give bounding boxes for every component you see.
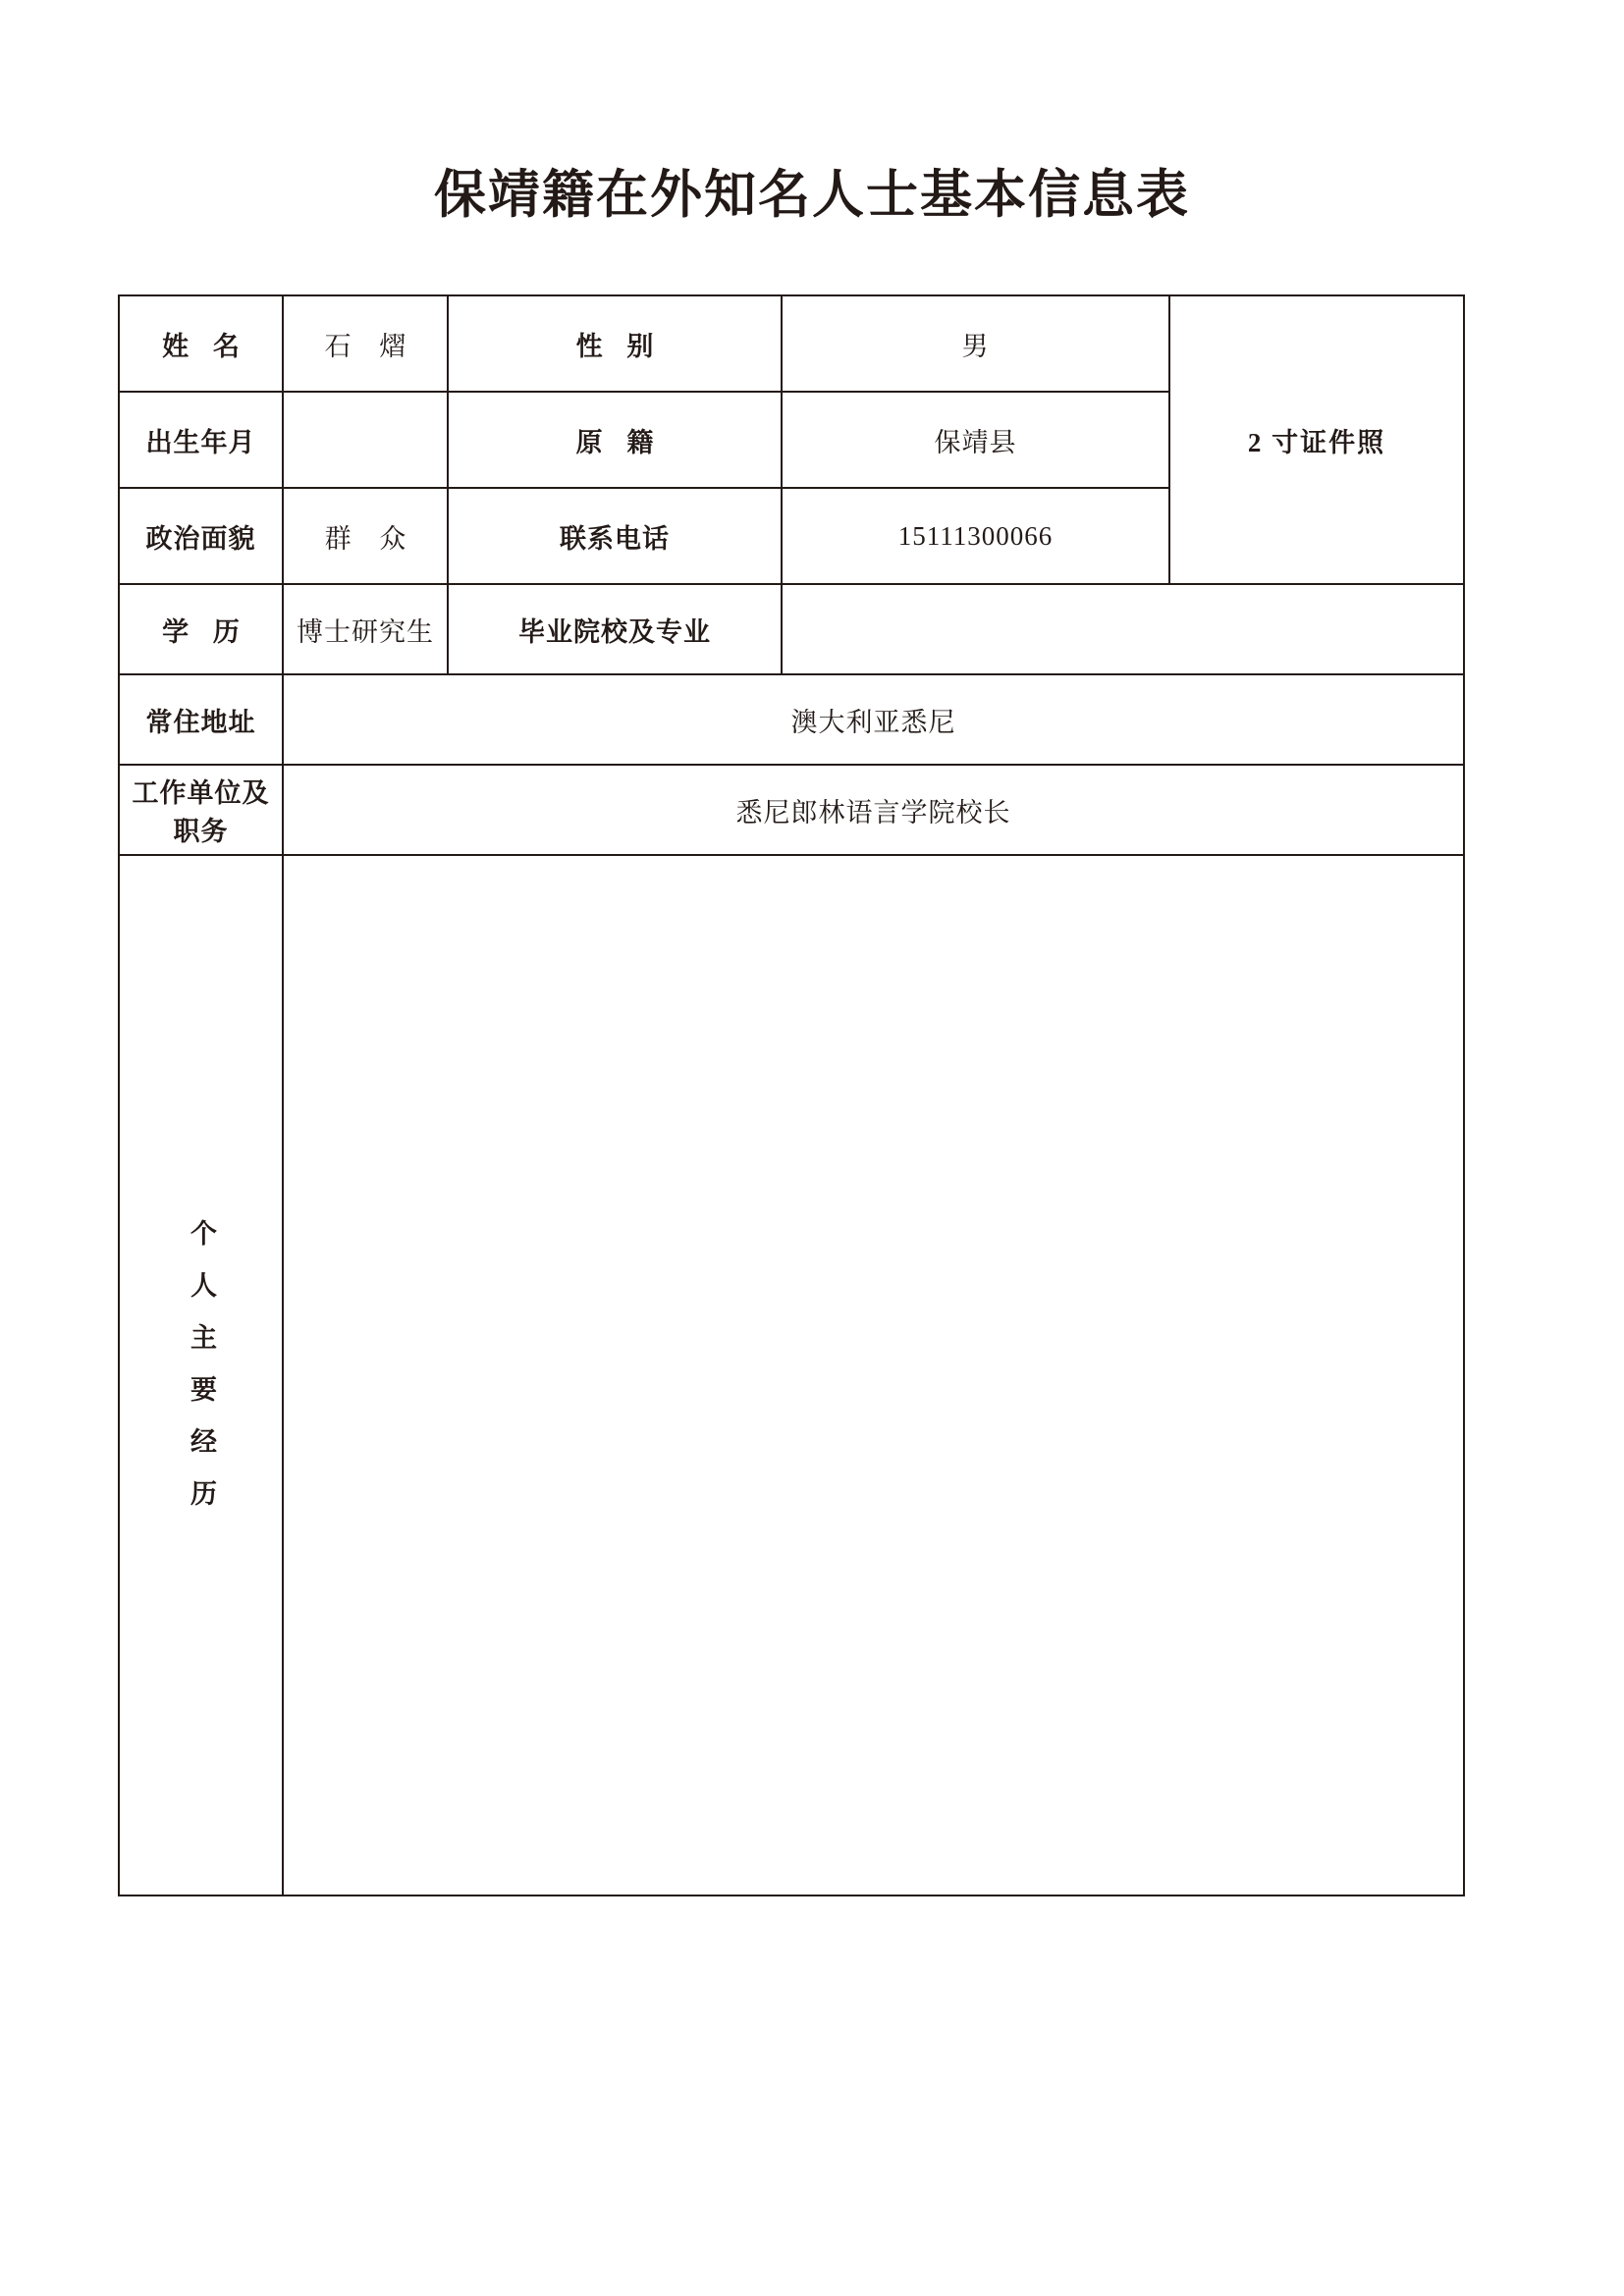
page-title: 保靖籍在外知名人士基本信息表	[434, 167, 1190, 224]
value-school-major[interactable]	[782, 584, 1464, 674]
value-education[interactable]: 博士研究生	[283, 584, 448, 674]
value-phone[interactable]: 15111300066	[782, 488, 1169, 584]
value-political-status[interactable]: 群 众	[283, 488, 448, 584]
label-address: 常住地址	[119, 674, 283, 765]
label-gender: 性 别	[448, 295, 782, 392]
label-political-status: 政治面貌	[119, 488, 283, 584]
label-birth-date: 出生年月	[119, 392, 283, 488]
label-school-major: 毕业院校及专业	[448, 584, 782, 674]
photo-placeholder[interactable]: 2 寸证件照	[1169, 295, 1464, 584]
value-personal-experience-cell[interactable]	[283, 855, 1464, 1896]
value-work-unit-position[interactable]: 悉尼郎林语言学院校长	[283, 765, 1464, 855]
label-native-place: 原 籍	[448, 392, 782, 488]
value-native-place[interactable]: 保靖县	[782, 392, 1169, 488]
label-education: 学 历	[119, 584, 283, 674]
label-name: 姓 名	[119, 295, 283, 392]
label-personal-experience-cell	[119, 855, 283, 1896]
label-work-unit-position: 工作单位及职务	[119, 765, 283, 855]
table-row-address	[119, 674, 1464, 765]
value-gender[interactable]: 男	[782, 295, 1169, 392]
label-phone: 联系电话	[448, 488, 782, 584]
table-row-name-gender	[119, 295, 1464, 392]
vertical-label-wrapper	[120, 1219, 282, 1531]
label-personal-experience: 个人主要经历	[187, 1219, 216, 1531]
table-row-personal-experience	[119, 855, 1464, 1896]
table-row-education	[119, 584, 1464, 674]
table-row-work-unit	[119, 765, 1464, 855]
value-birth-date[interactable]	[283, 392, 448, 488]
value-address[interactable]: 澳大利亚悉尼	[283, 674, 1464, 765]
value-name[interactable]: 石 熠	[283, 295, 448, 392]
personal-info-form-table	[118, 294, 1465, 1896]
